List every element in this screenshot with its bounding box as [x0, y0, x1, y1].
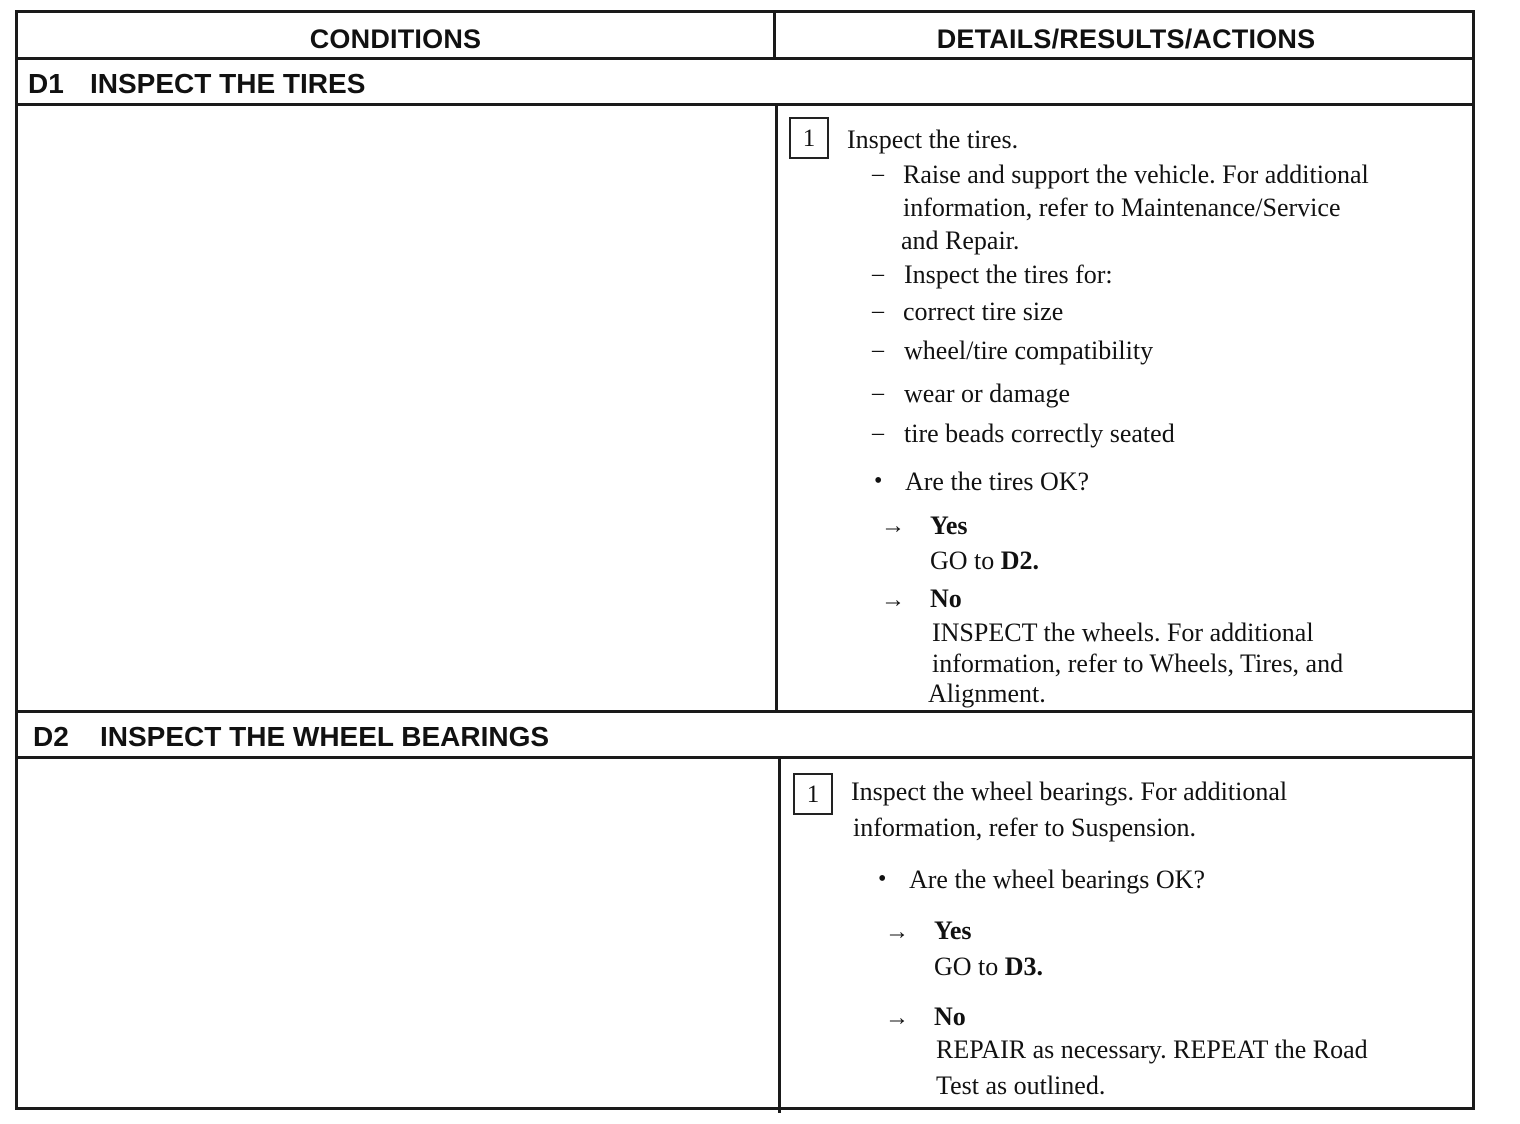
- d2-step-text-line: Inspect the wheel bearings. For additional: [851, 777, 1288, 806]
- arrow-right-icon: →: [881, 513, 905, 539]
- dash-icon: –: [872, 420, 884, 446]
- diagnostic-table: [15, 10, 1475, 1110]
- d2-yes-prefix: GO to: [934, 952, 999, 981]
- d1-substep-line: and Repair.: [901, 226, 1020, 255]
- section-d1-id: D1: [28, 68, 64, 99]
- section-d2-id: D2: [33, 721, 69, 752]
- d1-no-action-line: information, refer to Wheels, Tires, and: [932, 649, 1344, 678]
- d2-title-divider: [18, 756, 1472, 759]
- d1-end-divider: [18, 710, 1472, 713]
- arrow-right-icon: →: [885, 919, 909, 945]
- d1-check-item: wheel/tire compatibility: [904, 336, 1154, 365]
- d2-no-label: No: [934, 1002, 966, 1031]
- d1-substep-line: Raise and support the vehicle. For additional: [903, 160, 1369, 189]
- d1-step-number: 1: [789, 117, 829, 159]
- d1-yes-prefix: GO to: [930, 546, 995, 575]
- d1-yes-label: Yes: [930, 511, 968, 540]
- details-header: DETAILS/RESULTS/ACTIONS: [936, 24, 1316, 54]
- d1-question: Are the tires OK?: [905, 467, 1090, 496]
- d1-substep-line: Inspect the tires for:: [904, 260, 1113, 289]
- dash-icon: –: [872, 261, 884, 287]
- d1-column-divider: [775, 104, 778, 711]
- conditions-header: CONDITIONS: [309, 24, 482, 54]
- d1-no-action-line: Alignment.: [928, 679, 1046, 708]
- section-d1-heading: INSPECT THE TIRES: [90, 68, 366, 99]
- bullet-icon: •: [874, 468, 883, 494]
- d1-check-item: wear or damage: [904, 379, 1071, 408]
- d2-question: Are the wheel bearings OK?: [909, 865, 1205, 894]
- d1-title-divider: [18, 103, 1472, 106]
- dash-icon: –: [872, 380, 884, 406]
- d2-yes-label: Yes: [934, 916, 972, 945]
- d1-no-label: No: [930, 584, 962, 613]
- section-d2-title: [28, 721, 549, 753]
- dash-icon: –: [872, 161, 884, 187]
- d1-no-action-line: INSPECT the wheels. For additional: [932, 618, 1314, 647]
- section-d2-heading: INSPECT THE WHEEL BEARINGS: [100, 721, 550, 752]
- d2-no-action-line: REPAIR as necessary. REPEAT the Road: [936, 1035, 1368, 1064]
- d2-no-action-line: Test as outlined.: [936, 1071, 1106, 1100]
- d1-yes-action: [930, 544, 1039, 577]
- header-divider: [18, 57, 1472, 60]
- d1-substep-line: information, refer to Maintenance/Service: [903, 193, 1341, 222]
- bullet-icon: •: [878, 866, 887, 892]
- d1-step-text: Inspect the tires.: [847, 125, 1019, 154]
- dash-icon: –: [872, 337, 884, 363]
- section-d1-title: [28, 68, 365, 100]
- d2-column-divider: [778, 757, 781, 1113]
- d1-check-item: tire beads correctly seated: [904, 419, 1175, 448]
- arrow-right-icon: →: [881, 587, 905, 613]
- header-column-divider: [773, 13, 776, 59]
- arrow-right-icon: →: [885, 1005, 909, 1031]
- d2-step-number: 1: [793, 773, 833, 815]
- dash-icon: –: [872, 298, 884, 324]
- d1-check-item: correct tire size: [903, 297, 1064, 326]
- d2-step-text-line: information, refer to Suspension.: [853, 813, 1196, 842]
- d2-yes-action: [934, 950, 1043, 983]
- d1-yes-target: D2.: [1000, 546, 1040, 575]
- d2-yes-target: D3.: [1004, 952, 1044, 981]
